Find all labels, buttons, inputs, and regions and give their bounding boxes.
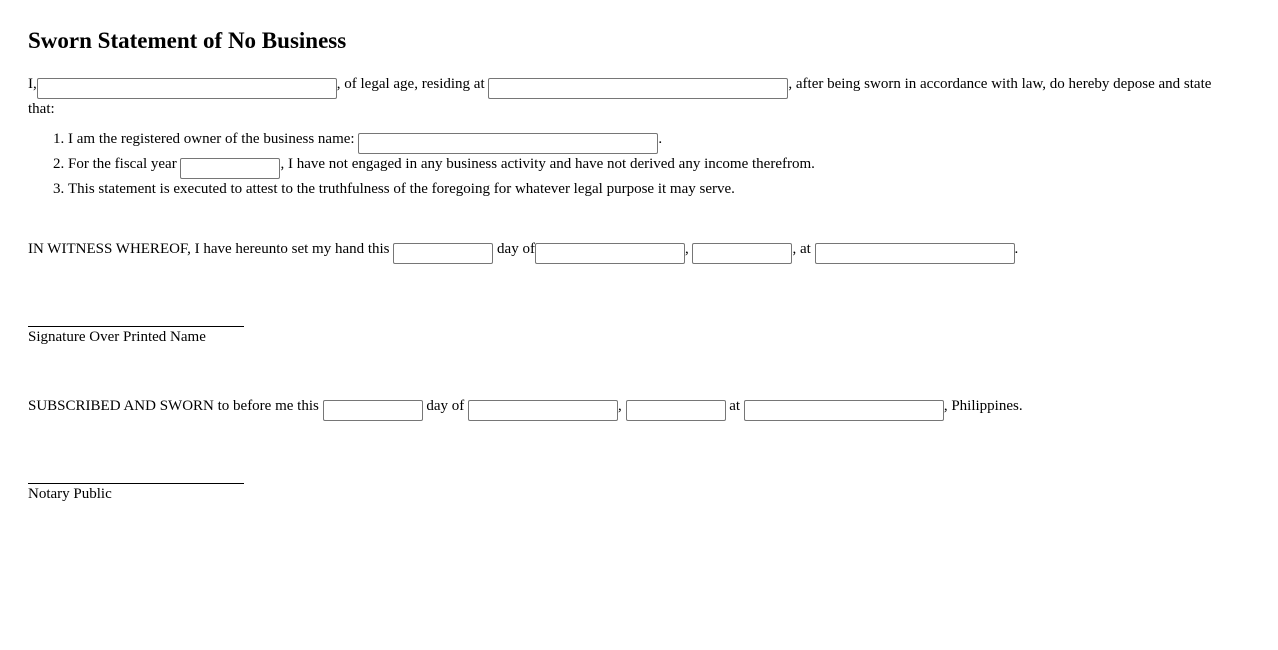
sworn-place-input[interactable] bbox=[744, 400, 944, 421]
notary-signature-block bbox=[28, 483, 244, 504]
witness-place-input[interactable] bbox=[815, 243, 1015, 264]
witness-year-input[interactable] bbox=[692, 243, 792, 264]
intro-paragraph bbox=[28, 74, 1238, 119]
signature-label: Signature Over Printed Name bbox=[28, 329, 206, 345]
item-3-text: This statement is executed to attest to the truthfulness of the foregoing for whatever legal purpose it may serve. bbox=[68, 181, 735, 197]
witness-prefix: IN WITNESS WHEREOF, I have hereunto set my hand this bbox=[28, 241, 390, 257]
item-1-text: I am the registered owner of the business name: bbox=[68, 131, 355, 147]
page-title: Sworn Statement of No Business bbox=[28, 28, 347, 53]
witness-day-of: day of bbox=[497, 241, 535, 257]
signature-line bbox=[28, 326, 244, 327]
witness-comma: , bbox=[684, 241, 689, 257]
sworn-at: at bbox=[729, 398, 741, 414]
statement-list bbox=[28, 129, 815, 200]
sworn-day-input[interactable] bbox=[323, 400, 423, 421]
item-1-after: . bbox=[658, 131, 663, 147]
witness-paragraph bbox=[28, 239, 1018, 264]
intro-suffix: , after being sworn in accordance with law, do hereby depose and state that: bbox=[28, 76, 1212, 117]
affiant-name-input[interactable] bbox=[37, 78, 337, 99]
jurat-paragraph bbox=[28, 396, 1023, 421]
intro-mid: , of legal age, residing at bbox=[336, 76, 485, 92]
residence-address-input[interactable] bbox=[488, 78, 788, 99]
sworn-month-input[interactable] bbox=[468, 400, 618, 421]
fiscal-year-input[interactable] bbox=[180, 158, 280, 179]
business-name-input[interactable] bbox=[358, 133, 658, 154]
witness-period: . bbox=[1014, 241, 1019, 257]
list-item bbox=[68, 179, 815, 200]
witness-month-input[interactable] bbox=[535, 243, 685, 264]
item-2-after: , I have not engaged in any business activity and have not derived any income therefrom. bbox=[280, 156, 815, 172]
sworn-comma: , bbox=[618, 398, 622, 414]
intro-prefix: I, bbox=[28, 76, 37, 92]
witness-day-input[interactable] bbox=[393, 243, 493, 264]
notary-signature-line bbox=[28, 483, 244, 484]
sworn-suffix: , Philippines. bbox=[943, 398, 1023, 414]
sworn-year-input[interactable] bbox=[626, 400, 726, 421]
item-2-text: For the fiscal year bbox=[68, 156, 177, 172]
sworn-day-of: day of bbox=[426, 398, 465, 414]
sworn-prefix: SUBSCRIBED AND SWORN to before me this bbox=[28, 398, 319, 414]
affiant-signature-block bbox=[28, 326, 244, 347]
list-item bbox=[68, 154, 815, 179]
list-item bbox=[68, 129, 815, 154]
notary-label: Notary Public bbox=[28, 486, 112, 502]
witness-at: , at bbox=[792, 241, 811, 257]
